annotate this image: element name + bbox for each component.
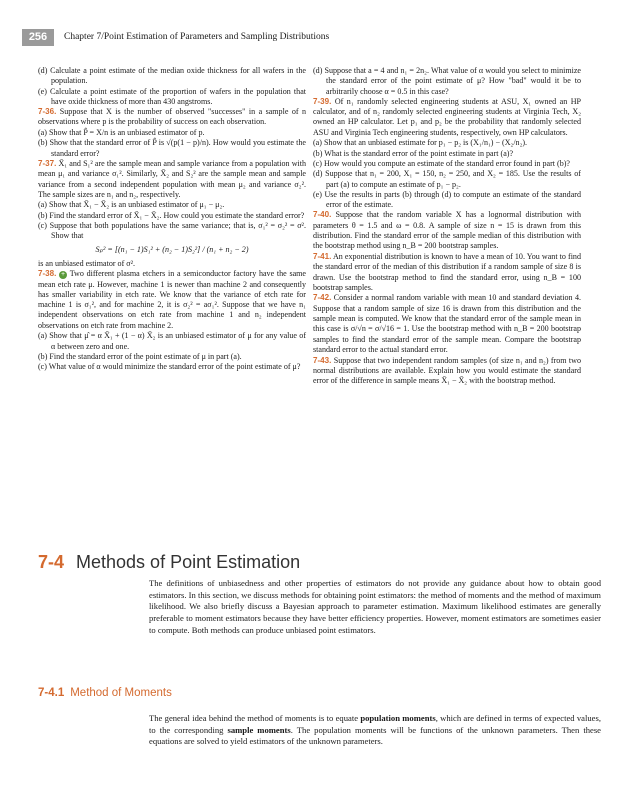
exercise-7-37 [38, 159, 306, 200]
exercise-7-38 [38, 269, 306, 331]
exercise-text: Consider a normal random variable with mean 10 and standard deviation 4. Suppose that a random sample of size 16 is drawn from this distribution and the sample mean is computed. We know that the standard error of the sample mean in this case is σ/√n = σ/√16 = 1. Use the bootstrap method with n_B = 200 bootstrap samples to find the standard error of the sample mean. Compare the bootstrap standard error to the actual standard error. [313, 293, 582, 354]
exercise-part-d: (d) Suppose that a = 4 and n₁ = 2n₂. What value of α would you select to minimize the standard error of the point estimate of μ? How "bad" would it be to arbitrarily choose α = 0.5 in this case? [313, 66, 581, 96]
exercise-text: X̄₁ and S₁² are the sample mean and sample variance from a population with mean μ₁ and variance σ₁². Similarly, X̄₂ and S₂² are the sample mean and sample variance from a second independent population with mean μ₂ and variance σ₂². The sample sizes are n₁ and n₂, respectively. [38, 158, 306, 199]
section-heading [38, 552, 300, 573]
subsection-heading [38, 687, 172, 699]
exercise-part: (a) Show that X̄₁ − X̄₂ is an unbiased estimator of μ₁ − μ₂. [38, 200, 225, 210]
exercise-part: (d) Suppose that n₁ = 200, X₁ = 150, n₂ = 250, and X₂ = 185. Use the results of part (a) to compute an estimate of p₁ − p₂. [313, 169, 581, 189]
subsection-number: 7-4.1 [38, 687, 65, 699]
exercise-text: Suppose that two independent random samples (of size n₁ and n₂) from two normal distributions are available. Explain how you would estimate the standard error of the difference in sample means X̄₁ − X̄₂ with the bootstrap method. [313, 355, 581, 386]
body-text: . The population moments will be functions of the unknown parameters. Then these equations are solved to yield estimators of the unknown parameters. [149, 724, 601, 747]
section-title: Methods of Point Estimation [76, 552, 301, 572]
exercise-part-e: (e) Calculate a point estimate of the proportion of wafers in the population that have oxide thickness of more than 430 angstroms. [38, 86, 306, 106]
exercise-7-39 [313, 97, 581, 138]
exercise-number: 7-39. [313, 96, 332, 106]
exercise-part: (b) What is the standard error of the point estimate in part (a)? [313, 148, 514, 158]
pooled-variance-formula: Sₚ² = [(n₁ − 1)S₁² + (n₂ − 1)S₂²] / (n₁ + n₂ − 2) [95, 244, 249, 254]
exercise-text: Suppose that X is the number of observed "successes" in a sample of n observations where p is the probability of success on each observation. [38, 107, 306, 127]
exercise-7-36 [38, 107, 306, 128]
body-text: The general idea behind the method of moments is to equate [149, 713, 361, 723]
right-column [313, 66, 581, 387]
exercise-part: (a) Show that P̂ = X/n is an unbiased estimator of p. [38, 128, 205, 138]
exercise-part: (b) Find the standard error of the point estimate of μ in part (a). [38, 351, 242, 361]
exercise-7-41 [313, 252, 581, 293]
subsection-body [149, 713, 601, 748]
section-number: 7-4 [38, 552, 65, 572]
exercise-number: 7-38. [38, 269, 57, 279]
body-text: , which are defined in terms of expected values, to the corresponding [149, 713, 601, 735]
exercise-number: 7-43. [313, 355, 332, 365]
keyword-population-moments: population moments [360, 713, 436, 723]
exercise-part: (e) Use the results in parts (b) through (d) to compute an estimate of the standard error of the estimate. [313, 189, 581, 210]
exercise-part: (c) Suppose that both populations have the same variance; that is, σ₁² = σ₂² = σ². Show that [38, 221, 306, 241]
exercise-number: 7-36. [38, 107, 57, 117]
subsection-title: Method of Moments [70, 687, 172, 699]
exercise-number: 7-42. [313, 293, 332, 303]
left-column [38, 66, 306, 373]
exercise-part: (a) Show that μ̂ = α X̄₁ + (1 − α) X̄₂ is an unbiased estimator of μ for any value of α between zero and one. [38, 331, 306, 351]
exercise-text: Of n₁ randomly selected engineering students at ASU, X₁ owned an HP calculator, and of n₂ randomly selected engineering students at Virginia Tech, X₂ owned an HP calculator. Let p₁ and p₂ be the probability that randomly selected ASU and Virginia Tech engineering students, respectively, own HP calculators. [313, 96, 581, 137]
plus-icon: + [61, 271, 66, 279]
chapter-title: Chapter 7/Point Estimation of Parameters and Sampling Distributions [64, 32, 330, 42]
keyword-sample-moments: sample moments [227, 724, 291, 735]
exercise-part: is an unbiased estimator of σ². [38, 258, 136, 268]
exercise-part: (c) How would you compute an estimate of the standard error found in part (b)? [313, 158, 570, 168]
exercise-7-40 [313, 210, 581, 251]
exercise-text: Two different plasma etchers in a semiconductor factory have the same mean etch rate μ. However, machine 1 is newer than machine 2 and consequently has smaller variability in etch rate. We know that the variance of etch rate for machine 1 is σ₁², and for machine 2, it is σ₂² = aσ₁². Suppose that we have n₁ independent observations on etch rate from machine 1 and n₂ independent observations on etch rate from machine 2. [38, 269, 307, 330]
exercise-text: An exponential distribution is known to have a mean of 10. You want to find the standard error of the median of this distribution if a random sample of size 8 is drawn. Use the bootstrap method to find the standard error, using n_B = 100 bootstrap samples. [313, 251, 581, 292]
exercise-text: Suppose that the random variable X has a lognormal distribution with parameters θ = 1.5 and ω = 0.8. A sample of size n = 15 is drawn from this distribution. Find the standard error of the sample median of this distribution with the bootstrap method using n_B = 200 bootstrap samples. [313, 210, 581, 251]
section-intro: The definitions of unbiasedness and other properties of estimators do not provide any guidance about how to obtain good estimators. In this section, we discuss methods for obtaining point estimators: the method of moments and the method of maximum likelihood. We also briefly discuss a Bayesian approach to parameter estimation. Maximum likelihood estimates are generally preferable to moment estimators because they have better efficiency properties. However, moment estimators are sometimes easier to compute. Both methods can produce unbiased point estimators. [149, 578, 601, 635]
exercise-number: 7-37. [38, 158, 57, 168]
exercise-part: (b) Show that the standard error of P̂ is √(p(1 − p)/n). How would you estimate the standard error? [38, 138, 306, 158]
exercise-part: (c) What value of α would minimize the standard error of the point estimate of μ? [38, 362, 301, 372]
exercise-7-42 [313, 293, 581, 355]
exercise-part: (a) Show that an unbiased estimate for p₁ − p₂ is (X₁/n₁) − (X₂/n₂). [313, 138, 528, 148]
page-number: 256 [22, 29, 54, 46]
exercise-part: (b) Find the standard error of X̄₁ − X̄₂. How could you estimate the standard error? [38, 210, 305, 220]
exercise-number: 7-40. [313, 210, 332, 220]
exercise-number: 7-41. [313, 251, 332, 261]
exercise-7-43 [313, 356, 581, 387]
page-header [0, 29, 639, 46]
exercise-part-d: (d) Calculate a point estimate of the median oxide thickness for all wafers in the population. [38, 66, 306, 86]
